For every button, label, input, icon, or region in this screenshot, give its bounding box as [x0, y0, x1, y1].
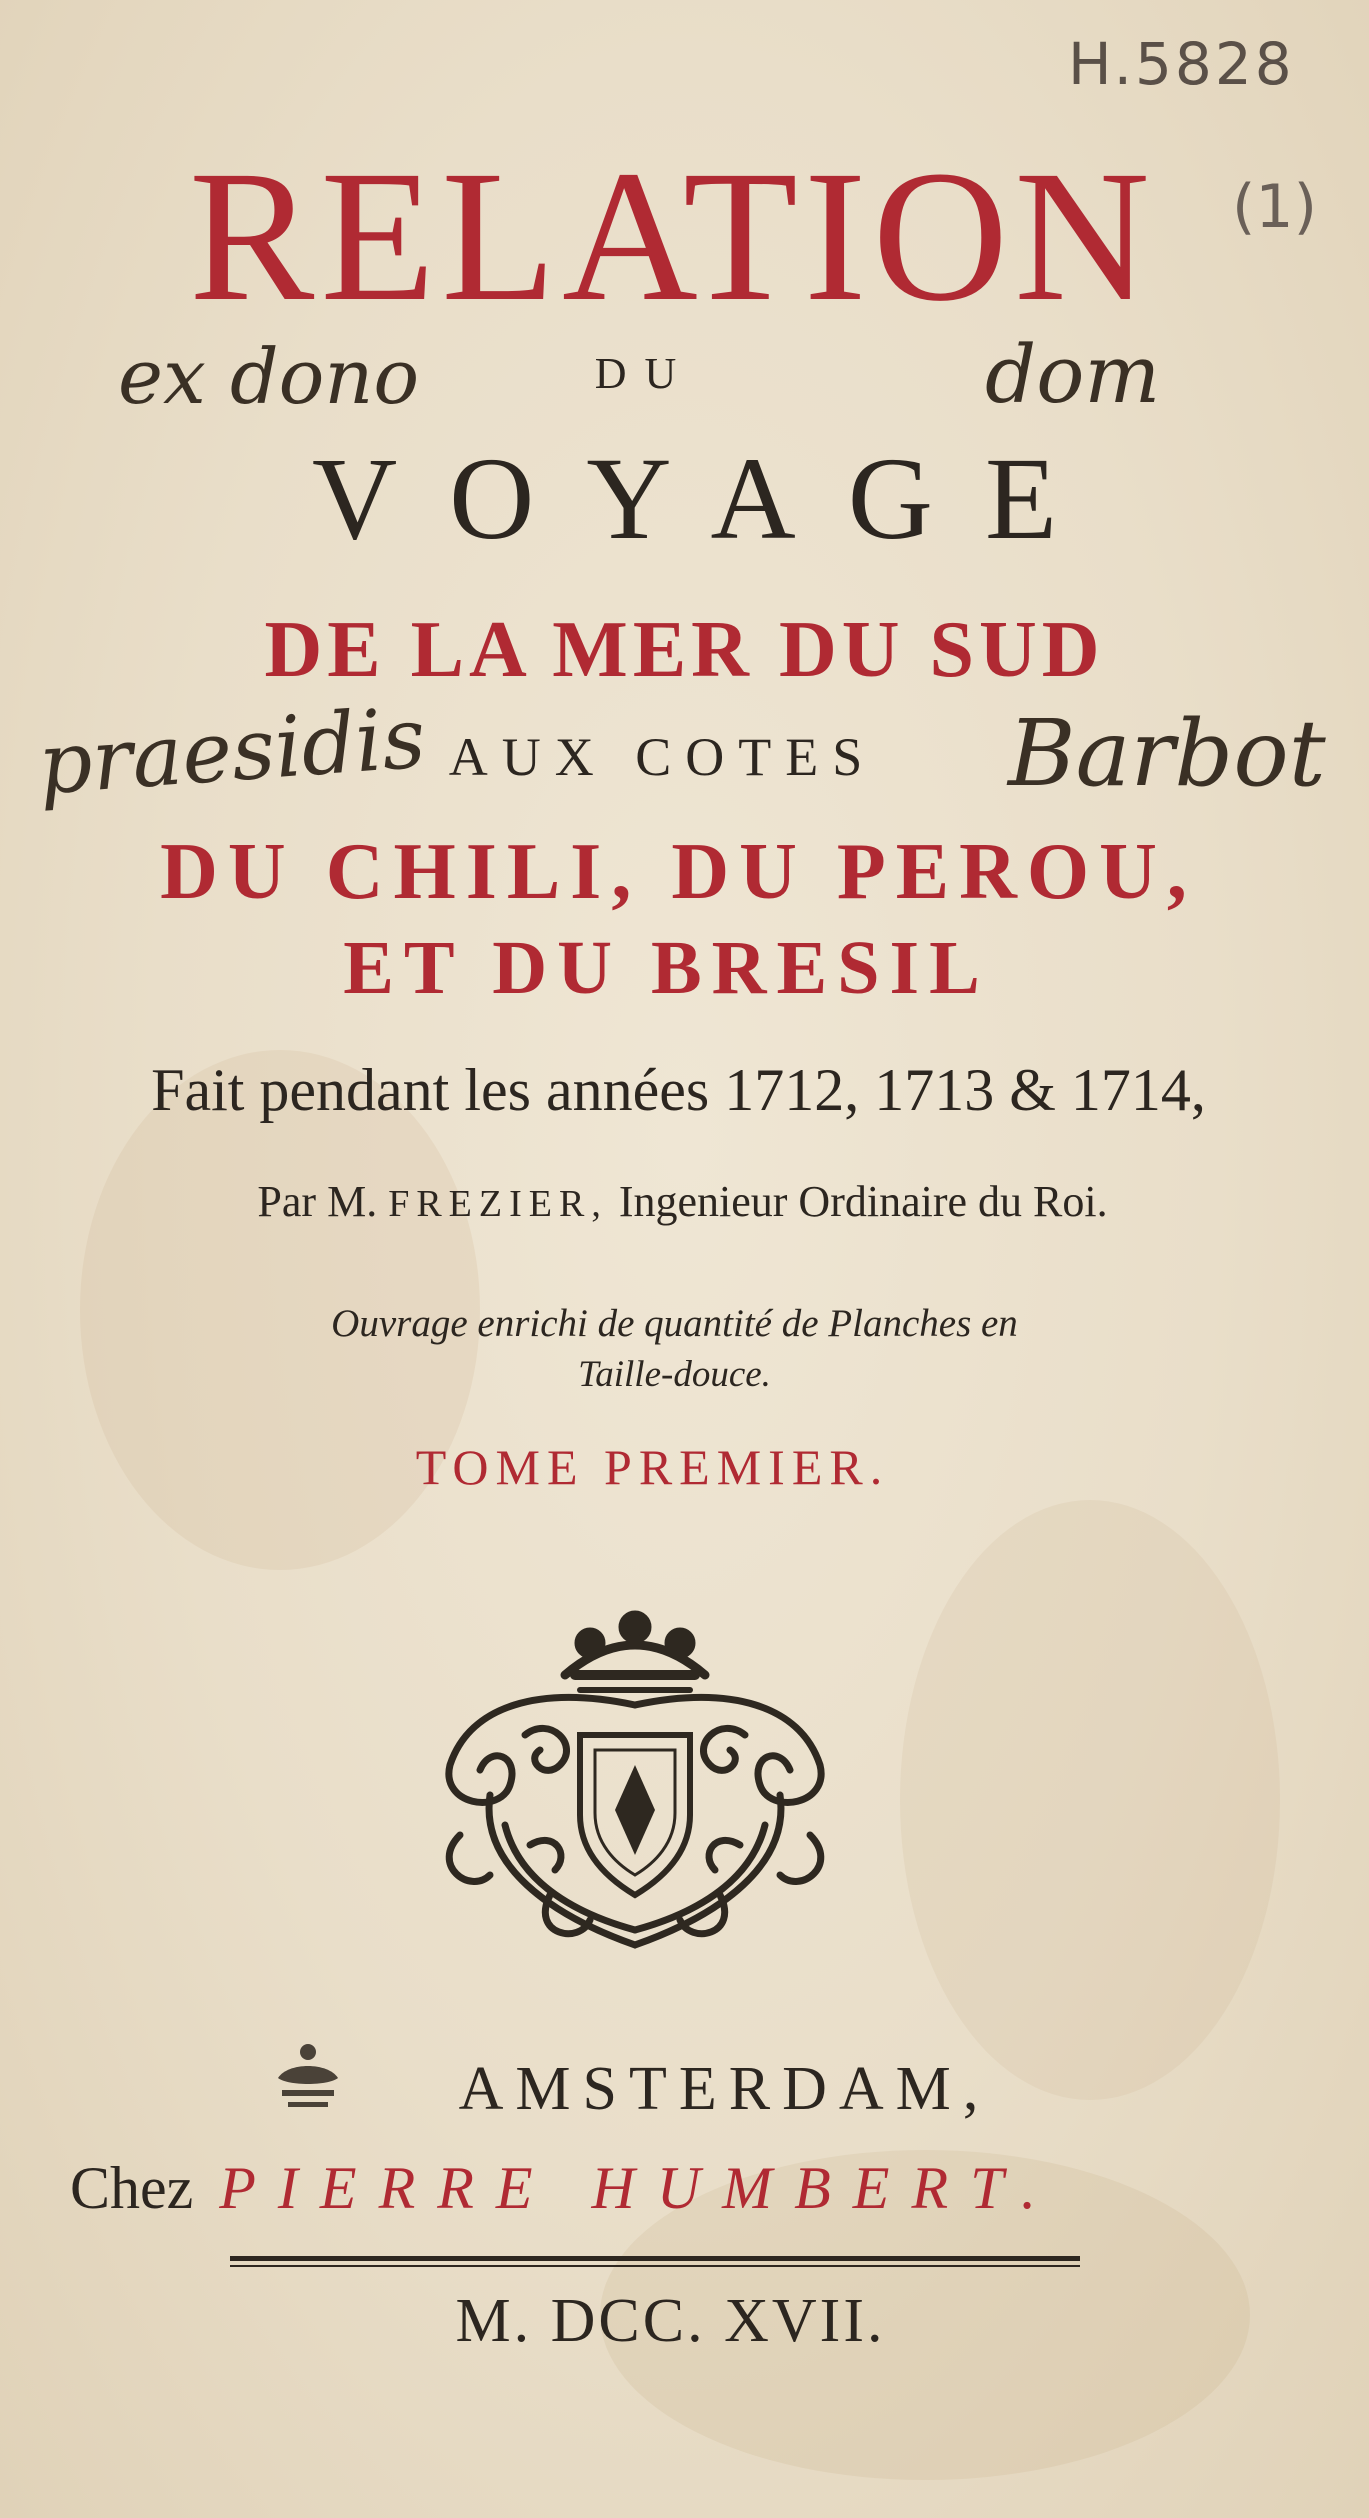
ouvrage-line-1: Ouvrage enrichi de quantité de Planches en [331, 1302, 1018, 1345]
shelfmark: H.5828 [1068, 30, 1295, 98]
printers-device-ornament [430, 1595, 840, 1955]
author-line [0, 1177, 1367, 1226]
imprint-year: M. DCC. XVII. [455, 2287, 886, 2355]
author-prefix: Par M. [257, 1177, 378, 1226]
paper-stain [900, 1500, 1280, 2100]
manuscript-barbot: Barbot [1008, 700, 1326, 807]
title-bresil: ET DU BRESIL [343, 926, 990, 1010]
shelfmark-suffix: (1) [1232, 172, 1317, 242]
imprint-chez: Chez [70, 2155, 194, 2221]
imprint-rule [230, 2256, 1080, 2261]
ouvrage-line-2: Taille-douce. [578, 1354, 771, 1395]
tome-label: TOME PREMIER. [415, 1439, 890, 1495]
manuscript-dom: dom [985, 328, 1161, 421]
dates-line: Fait pendant les années 1712, 1713 & 1714, [151, 1057, 1206, 1123]
title-voyage: VOYAGE [311, 433, 1110, 564]
title-chili-perou: DU CHILI, DU PEROU, [160, 828, 1197, 916]
imprint-rule-thin [230, 2265, 1080, 2267]
title-du: DU [594, 349, 695, 398]
imprint-printer-line [70, 2155, 1059, 2221]
author-name: FREZIER, [388, 1183, 608, 1225]
author-role: Ingenieur Ordinaire du Roi. [618, 1177, 1108, 1226]
imprint-printer-name: PIERRE HUMBERT. [219, 2155, 1059, 2221]
title-mer-du-sud: DE LA MER DU SUD [264, 606, 1105, 694]
manuscript-praesidis: praesidis [35, 688, 429, 814]
manuscript-ex-dono: ex dono [118, 332, 420, 421]
imprint-city: AMSTERDAM, [458, 2055, 991, 2123]
title-relation: RELATION [189, 131, 1156, 340]
title-aux-cotes: AUX COTES [448, 727, 877, 787]
